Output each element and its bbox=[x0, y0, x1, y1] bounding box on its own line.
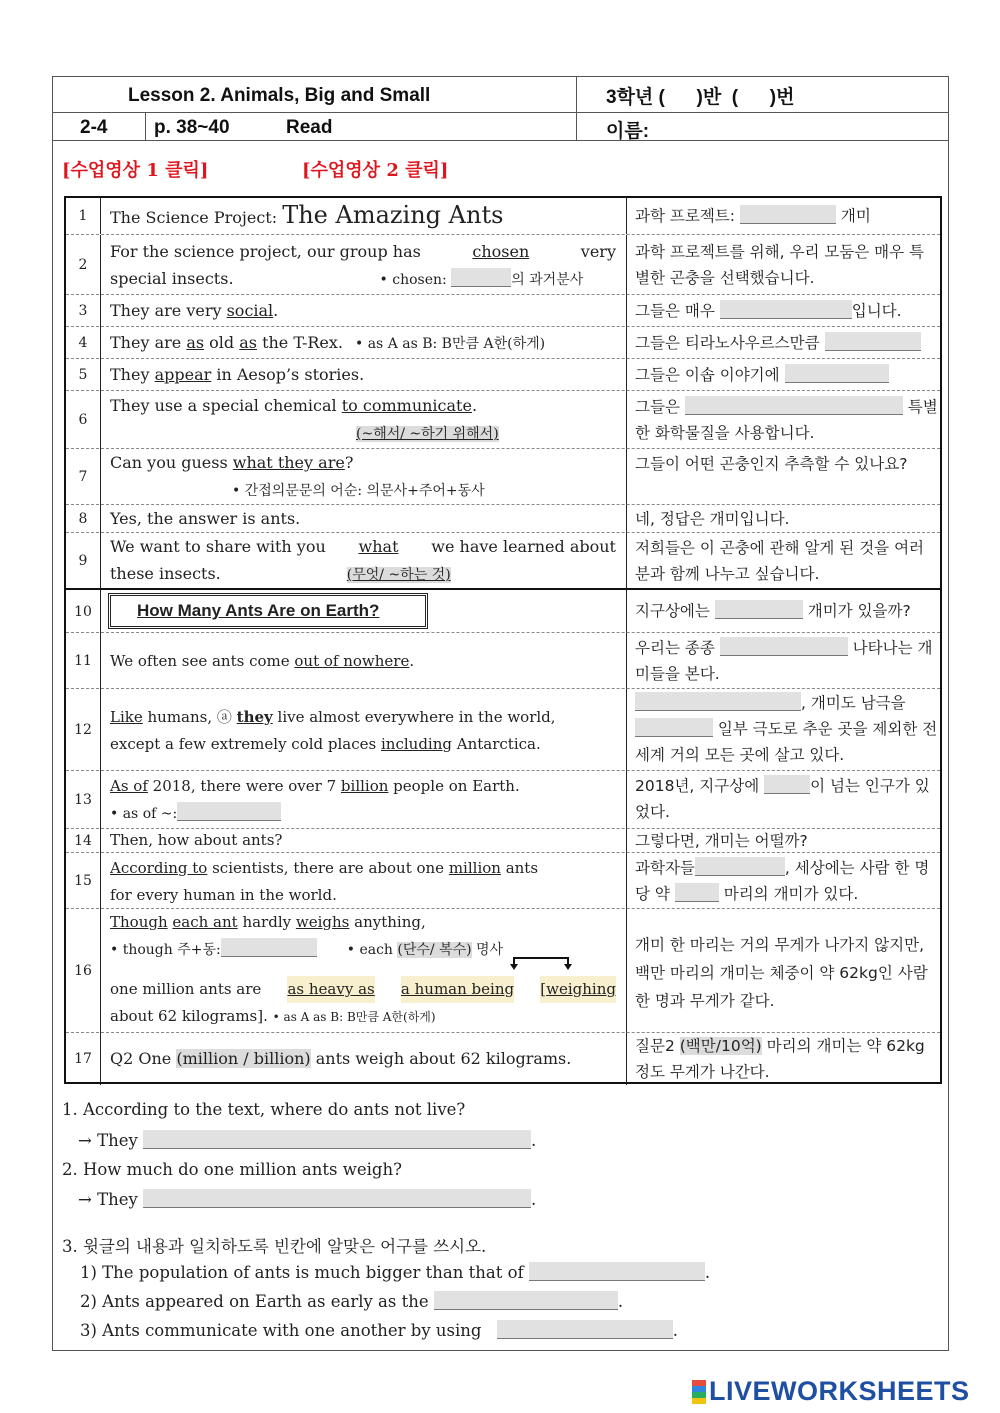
answer-blank[interactable] bbox=[715, 600, 803, 619]
ko-text: 과학 프로젝트를 위해, 우리 모둠은 매우 특별한 곤충을 선택했습니다. bbox=[626, 235, 938, 295]
table-row bbox=[66, 448, 940, 505]
grammar-note: 의 과거분사 bbox=[511, 272, 584, 288]
ko-text: 그렇다면, 개미는 어떨까? bbox=[626, 829, 938, 853]
table-row bbox=[66, 770, 940, 829]
en-text: 2018, there were over 7 bbox=[147, 777, 341, 795]
link-arrow-icon bbox=[510, 956, 574, 972]
ko-text: 그들은 이솝 이야기에 bbox=[635, 366, 785, 384]
table-row bbox=[66, 828, 940, 853]
question-2: 2. How much do one million ants weigh? bbox=[62, 1160, 402, 1179]
logo-text: LIVEWORKSHEETS bbox=[709, 1376, 970, 1406]
answer-blank[interactable] bbox=[785, 364, 889, 383]
ko-text: 지구상에는 bbox=[635, 602, 715, 620]
header-divider bbox=[145, 112, 146, 140]
period: . bbox=[704, 1263, 711, 1282]
row-number: 16 bbox=[66, 909, 101, 1033]
ko-text: 일부 극도로 추운 곳을 제외한 전 세계 거의 모든 곳에 살고 있다. bbox=[635, 720, 938, 764]
ko-text: 입니다. bbox=[851, 302, 902, 320]
row-number: 8 bbox=[66, 505, 101, 533]
en-keyword: what bbox=[358, 537, 399, 556]
en-keyword: Like bbox=[110, 708, 143, 726]
header-divider bbox=[52, 140, 948, 141]
answer-blank[interactable] bbox=[720, 300, 852, 319]
video-link-2[interactable]: [수업영상 2 클릭] bbox=[302, 160, 449, 181]
en-text: one million ants are bbox=[110, 980, 262, 998]
row-number: 12 bbox=[66, 689, 101, 771]
question-3-3: 3) Ants communicate with one another by using bbox=[80, 1321, 482, 1340]
ko-text: 개미가 있을까? bbox=[802, 602, 911, 620]
row-number: 6 bbox=[66, 391, 101, 449]
row-number: 9 bbox=[66, 533, 101, 589]
en-text: For the science project, our group has bbox=[110, 242, 421, 261]
en-text: . bbox=[273, 301, 279, 320]
answer-blank[interactable] bbox=[497, 1320, 673, 1339]
question-1: 1. According to the text, where do ants not live? bbox=[62, 1100, 466, 1119]
answer-blank[interactable] bbox=[451, 268, 511, 287]
grammar-note: • chosen: bbox=[379, 272, 452, 288]
ko-text: 특별한 화학물질을 사용합니다. bbox=[635, 398, 938, 442]
choice-text[interactable]: (백만/10억) bbox=[679, 1037, 762, 1055]
row-number: 13 bbox=[66, 771, 101, 829]
ko-text: 개미 한 마리는 거의 무게가 나가지 않지만, 백만 마리의 개미는 체중이 약 62kg인 사람 한 명과 무게가 같다. bbox=[626, 909, 938, 1033]
ko-text: 그들은 bbox=[635, 398, 685, 416]
ko-text: 2018년, 지구상에 bbox=[635, 777, 765, 795]
table-row bbox=[66, 588, 940, 634]
grammar-note: • each bbox=[346, 942, 398, 958]
question-3-2: 2) Ants appeared on Earth as early as the bbox=[80, 1292, 429, 1311]
period: . bbox=[672, 1321, 678, 1340]
answer-blank[interactable] bbox=[825, 332, 921, 351]
ko-text: , 개미도 남극을 bbox=[801, 694, 906, 712]
en-keyword: weighing bbox=[546, 980, 616, 998]
en-keyword: billion bbox=[340, 777, 389, 795]
en-text: the T-Rex. bbox=[256, 333, 343, 352]
row-number: 4 bbox=[66, 327, 101, 359]
answer-blank[interactable] bbox=[635, 692, 801, 711]
en-keyword: social bbox=[226, 301, 274, 320]
period: . bbox=[531, 1190, 537, 1209]
grammar-note: (무엇/ ~하는 것) bbox=[346, 567, 451, 583]
en-keyword: Though bbox=[110, 913, 168, 931]
en-keyword: as bbox=[239, 333, 257, 352]
answer-blank[interactable] bbox=[177, 802, 281, 821]
en-keyword: as bbox=[186, 333, 205, 352]
en-keyword: appear bbox=[154, 365, 212, 384]
en-text: hardly bbox=[237, 913, 296, 931]
lesson-title: Lesson 2. Animals, Big and Small bbox=[128, 85, 431, 106]
row-number: 7 bbox=[66, 449, 101, 505]
en-text: They are very bbox=[110, 301, 227, 320]
ko-text: 저희들은 이 곤충에 관해 알게 된 것을 여러분과 함께 나누고 싶습니다. bbox=[626, 533, 938, 589]
row-number: 3 bbox=[66, 295, 101, 327]
en-keyword: including bbox=[381, 735, 452, 753]
video-link-1[interactable]: [수업영상 1 클릭] bbox=[62, 160, 209, 181]
reading-table bbox=[64, 196, 942, 1084]
en-text: except a few extremely cold places bbox=[110, 735, 381, 753]
en-keyword: what they are bbox=[232, 453, 345, 472]
en-text: about 62 kilograms]. bbox=[110, 1007, 268, 1025]
question-3: 3. 윗글의 내용과 일치하도록 빈칸에 알맞은 어구를 쓰시오. bbox=[62, 1237, 487, 1256]
name-label: 이름: bbox=[606, 121, 650, 142]
row-number: 14 bbox=[66, 829, 101, 853]
choice-text[interactable]: (million / billion) bbox=[176, 1049, 311, 1068]
en-text: Then, how about ants? bbox=[110, 831, 283, 849]
header-divider bbox=[52, 112, 948, 113]
row-number: 10 bbox=[66, 590, 101, 634]
en-text: They use a special chemical bbox=[110, 396, 342, 415]
answer-blank[interactable] bbox=[221, 938, 317, 957]
en-text: Can you guess bbox=[110, 453, 233, 472]
ko-text: 과학자들 bbox=[635, 859, 695, 877]
en-text: these insects. bbox=[110, 564, 221, 583]
answer-blank[interactable] bbox=[695, 857, 785, 876]
answer-blank[interactable] bbox=[529, 1262, 705, 1281]
en-keyword: each ant bbox=[172, 913, 238, 931]
en-keyword: as heavy as bbox=[287, 976, 374, 1003]
en-text: we have learned about bbox=[431, 537, 616, 556]
ko-text: 마리의 개미가 있다. bbox=[718, 885, 859, 903]
en-text: [ bbox=[540, 980, 547, 998]
grammar-note: • as A as B: B만큼 A한(하게) bbox=[355, 336, 546, 352]
en-text: anything, bbox=[349, 913, 426, 931]
row-number: 17 bbox=[66, 1033, 101, 1085]
ko-text: 나타나는 개미들을 본다. bbox=[635, 639, 933, 683]
en-keyword: According to bbox=[110, 859, 208, 877]
table-row bbox=[66, 326, 940, 359]
ko-text: 마리의 개미는 약 62kg 정도 무게가 나간다. bbox=[635, 1037, 925, 1081]
en-text: . bbox=[409, 652, 415, 670]
answer-blank[interactable] bbox=[720, 637, 848, 656]
ko-text: 과학 프로젝트: bbox=[635, 207, 740, 225]
part-label: Read bbox=[286, 117, 333, 138]
en-text: humans, ⓐ bbox=[142, 708, 237, 726]
logo-mark-icon bbox=[692, 1380, 706, 1404]
grammar-note: • though 주+동: bbox=[110, 942, 221, 958]
en-text: people on Earth. bbox=[388, 777, 520, 795]
period: . bbox=[617, 1292, 624, 1311]
question-3-1: 1) The population of ants is much bigger than that of bbox=[80, 1263, 524, 1282]
en-text: ants weigh about 62 kilograms. bbox=[310, 1049, 572, 1068]
en-keyword: they bbox=[236, 708, 273, 726]
en-keyword: out of nowhere bbox=[294, 652, 410, 670]
answer-blank[interactable] bbox=[635, 718, 713, 737]
table-row bbox=[66, 504, 940, 533]
en-keyword: weighs bbox=[295, 913, 350, 931]
page-range: p. 38~40 bbox=[154, 117, 230, 138]
en-text: for every human in the world. bbox=[110, 886, 337, 904]
en-text: The Science Project: bbox=[110, 208, 283, 227]
en-text: We want to share with you bbox=[110, 537, 326, 556]
table-row bbox=[66, 234, 940, 295]
answer-prefix: → They bbox=[78, 1190, 138, 1209]
en-text: They are bbox=[110, 333, 187, 352]
ko-text: , 세상에는 사람 한 명당 약 bbox=[635, 859, 930, 903]
section-heading: How Many Ants Are on Earth? bbox=[137, 601, 380, 620]
row-number: 1 bbox=[66, 198, 101, 234]
period: . bbox=[531, 1131, 537, 1150]
grammar-note: 명사 bbox=[471, 942, 504, 958]
answer-blank[interactable] bbox=[143, 1189, 531, 1208]
en-text: scientists, there are about one bbox=[207, 859, 449, 877]
table-row bbox=[66, 532, 940, 589]
class-number-line: 3학년 ( )반 ( )번 bbox=[606, 87, 795, 108]
en-text: . bbox=[471, 396, 478, 415]
table-row bbox=[66, 294, 940, 327]
grammar-note: • as A as B: B만큼 A한(하게) bbox=[272, 1010, 436, 1024]
header-divider bbox=[576, 76, 577, 140]
table-row bbox=[66, 852, 940, 909]
table-row bbox=[66, 1032, 940, 1085]
table-row bbox=[66, 198, 940, 234]
grammar-note: • 간접의문문의 어순: 의문사+주어+동사 bbox=[232, 483, 485, 499]
table-row bbox=[66, 390, 940, 449]
ko-text: 이 넘는 인구가 있었다. bbox=[635, 777, 930, 821]
ko-text: 개미 bbox=[835, 207, 871, 225]
en-text: They bbox=[110, 365, 155, 384]
ko-text: 그들이 어떤 곤충인지 추측할 수 있나요? bbox=[626, 449, 938, 505]
row-number: 11 bbox=[66, 633, 101, 689]
row-number: 2 bbox=[66, 235, 101, 295]
ko-text: 네, 정답은 개미입니다. bbox=[626, 505, 938, 533]
grammar-note: • as of ~: bbox=[110, 806, 178, 822]
ko-text: 그들은 티라노사우르스만큼 bbox=[635, 334, 825, 352]
en-text: We often see ants come bbox=[110, 652, 295, 670]
answer-blank[interactable] bbox=[143, 1130, 531, 1149]
answer-blank[interactable] bbox=[740, 205, 836, 224]
grammar-note: (~해서/ ~하기 위해서) bbox=[356, 426, 499, 442]
en-keyword: chosen bbox=[472, 242, 530, 261]
liveworksheets-logo bbox=[692, 1376, 970, 1407]
ko-text: 우리는 종종 bbox=[635, 639, 720, 657]
answer-blank[interactable] bbox=[764, 775, 810, 794]
table-row bbox=[66, 632, 940, 689]
row-number: 15 bbox=[66, 853, 101, 909]
en-text: in Aesop’s stories. bbox=[211, 365, 365, 384]
answer-prefix: → They bbox=[78, 1131, 138, 1150]
ko-text: 질문2 bbox=[635, 1037, 680, 1055]
title-text: The Amazing Ants bbox=[282, 201, 504, 229]
answer-blank[interactable] bbox=[434, 1291, 618, 1310]
row-number: 5 bbox=[66, 359, 101, 391]
answer-blank[interactable] bbox=[675, 883, 719, 902]
answer-blank[interactable] bbox=[685, 396, 903, 415]
en-keyword: to communicate bbox=[341, 396, 472, 415]
en-text: ants bbox=[500, 859, 539, 877]
en-keyword: As of bbox=[110, 777, 148, 795]
section-number: 2-4 bbox=[80, 117, 108, 138]
en-text: Yes, the answer is ants. bbox=[110, 509, 301, 528]
en-text: Antarctica. bbox=[451, 735, 541, 753]
table-row bbox=[66, 908, 940, 1033]
en-text: ? bbox=[344, 453, 354, 472]
en-text: old bbox=[204, 333, 240, 352]
table-row bbox=[66, 688, 940, 771]
en-text: very bbox=[580, 242, 616, 261]
grammar-note: (단수/ 복수) bbox=[397, 942, 472, 958]
en-text: special insects. bbox=[110, 269, 234, 288]
ko-text: 그들은 매우 bbox=[635, 302, 720, 320]
en-text: Q2 One bbox=[110, 1049, 177, 1068]
table-row bbox=[66, 358, 940, 391]
en-keyword: a human being bbox=[401, 976, 514, 1003]
en-keyword: million bbox=[448, 859, 501, 877]
en-text: live almost everywhere in the world, bbox=[272, 708, 556, 726]
